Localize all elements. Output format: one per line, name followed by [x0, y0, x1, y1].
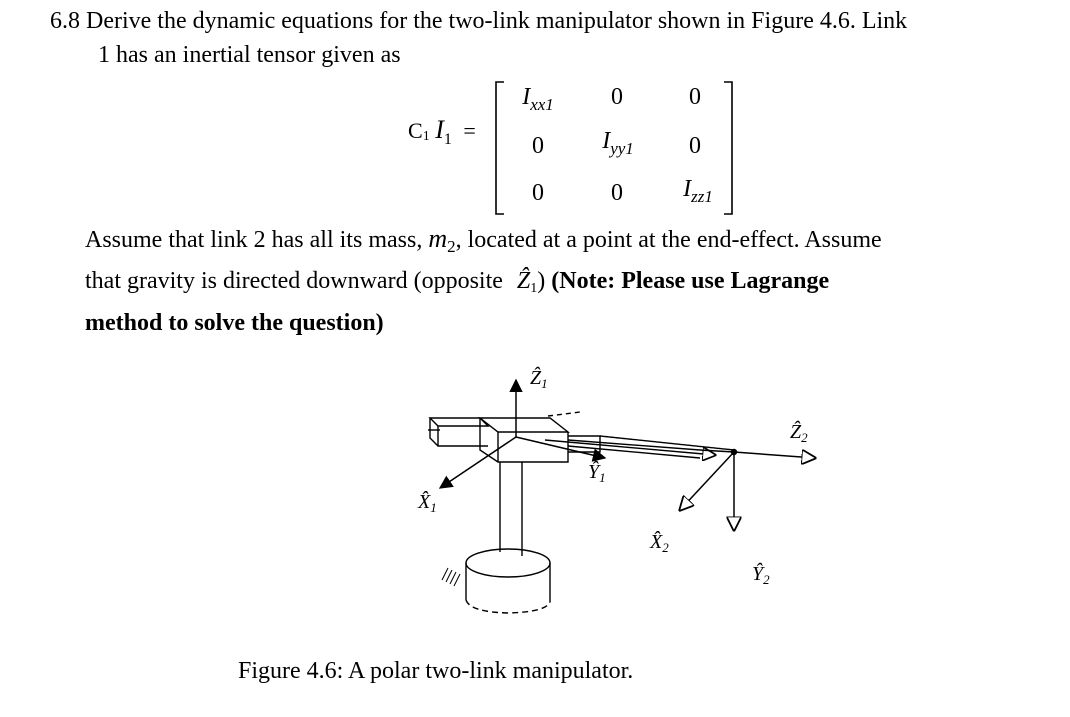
matrix-cell-2-1: 0 [611, 180, 623, 206]
matrix-cell-1-1: $I_{yy1}$ [602, 128, 634, 158]
problem-line-2: 1 has an inertial tensor given as [98, 42, 401, 68]
matrix-cell-1-2: 0 [689, 133, 701, 159]
problem-number: 6.8 [50, 8, 80, 34]
matrix-cell-0-2: 0 [689, 84, 701, 110]
tensor-symbol: I [435, 115, 444, 144]
matrix-cell-2-2: $I_{zz1}$ [683, 176, 713, 206]
mass-symbol: m [428, 224, 448, 253]
label-x2: $X̂_2$ [650, 531, 669, 555]
figure-caption: Figure 4.6: A polar two-link manipulator. [238, 658, 634, 684]
tensor-frame-sub: 1 [422, 129, 430, 144]
z1-sub: 1 [530, 281, 538, 296]
label-y1: $Ŷ_1$ [588, 461, 606, 485]
z1-symbol: Ẑ [516, 268, 531, 294]
matrix-cell-0-0: $I_{xx1}$ [522, 84, 554, 114]
label-x1: $X̂_1$ [418, 491, 437, 515]
note-text-2: method to solve the question) [85, 310, 384, 336]
matrix-cell-0-1: 0 [611, 84, 623, 110]
label-z2: Ẑ$_2$ [790, 421, 808, 445]
assumption-line-2: that gravity is directed downward (opposite Ẑ1) (Note: Please use Lagrange [85, 268, 830, 296]
mass-sub: 2 [447, 237, 456, 256]
label-z1: Ẑ$_1$ [530, 367, 548, 391]
tensor-frame: C [408, 118, 423, 143]
matrix-cell-2-0: 0 [532, 180, 544, 206]
frame-2-axes [680, 450, 815, 531]
joint-housing [428, 412, 600, 462]
label-y2: $Ŷ_2$ [752, 563, 770, 587]
tensor-equals: = [463, 118, 476, 143]
matrix-cell-1-0: 0 [532, 133, 544, 159]
base-column [442, 462, 550, 613]
prismatic-link [545, 436, 734, 458]
assumption-line-1: Assume that link 2 has all its mass, $m_2$, located at a point at the end-effect. Assume [85, 224, 882, 256]
problem-text-1: Derive the dynamic equations for the two-link manipulator shown in Figure 4.6. Link [86, 8, 908, 34]
note-text-1: (Note: Please use Lagrange [551, 268, 830, 294]
tensor-symbol-sub: 1 [443, 131, 452, 148]
